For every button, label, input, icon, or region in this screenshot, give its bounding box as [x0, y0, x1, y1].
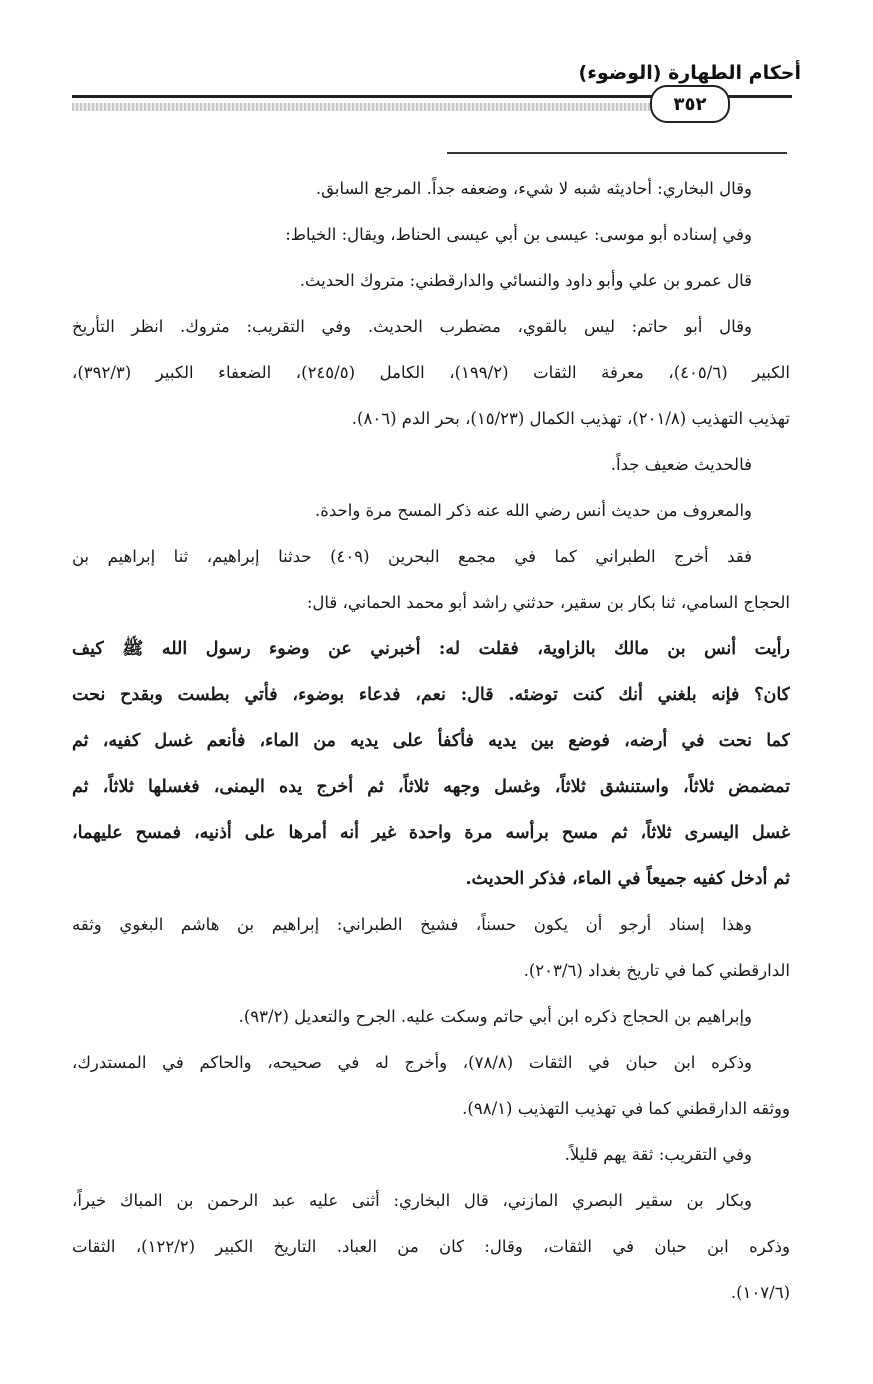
- text-line: وذكره ابن حبان في الثقات، وقال: كان من العباد. التاريخ الكبير (١٢٢/٢)، الثقات: [72, 1237, 790, 1256]
- text-line: وقال البخاري: أحاديثه شبه لا شيء، وضعفه جداً. المرجع السابق.: [315, 179, 752, 198]
- text-line: وإبراهيم بن الحجاج ذكره ابن أبي حاتم وسكت عليه. الجرح والتعديل (٩٣/٢).: [238, 1007, 752, 1026]
- text-line: الدارقطني كما في تاريخ بغداد (٢٠٣/٦).: [523, 961, 790, 980]
- text-line: وفي إسناده أبو موسى: عيسى بن أبي عيسى الحناط، ويقال: الخياط:: [285, 225, 752, 244]
- header-decorative-band: [72, 103, 652, 111]
- text-line: تهذيب التهذيب (٢٠١/٨)، تهذيب الكمال (١٥/٢٣)، بحر الدم (٨٠٦).: [351, 409, 790, 428]
- hadith-line: غسل اليسرى ثلاثاً، ثم مسح برأسه مرة واحدة غير أنه أمرها على أذنيه، فمسح عليهما،: [72, 823, 790, 843]
- text-line: وفي التقريب: ثقة يهم قليلاً.: [564, 1145, 752, 1164]
- hadith-line: كان؟ فإنه بلغني أنك كنت توضئه. قال: نعم، فدعاء بوضوء، فأتي بطست وبقدح نحت: [72, 685, 790, 705]
- text-line: وبكار بن سقير البصري المازني، قال البخاري: أثنى عليه عبد الرحمن بن المباك خيراً،: [72, 1191, 752, 1210]
- text-line: وقال أبو حاتم: ليس بالقوي، مضطرب الحديث. وفي التقريب: متروك. انظر التأريخ: [72, 317, 752, 336]
- text-line: فقد أخرج الطبراني كما في مجمع البحرين (٤٠٩) حدثنا إبراهيم، ثنا إبراهيم بن: [72, 547, 752, 566]
- footnote-separator: [447, 152, 787, 154]
- text-line: فالحديث ضعيف جداً.: [610, 455, 752, 474]
- hadith-line: تمضمض ثلاثاً، واستنشق ثلاثاً، وغسل وجهه ثلاثاً، ثم أخرج يده اليمنى، فغسلها ثلاثاً، ثم: [72, 777, 790, 797]
- text-line: الكبير (٤٠٥/٦)، معرفة الثقات (١٩٩/٢)، الكامل (٢٤٥/٥)، الضعفاء الكبير (٣٩٢/٣)،: [72, 363, 790, 382]
- page-number: ٣٥٢: [650, 85, 730, 123]
- running-header-title: أحكام الطهارة (الوضوء): [578, 62, 801, 84]
- text-line: وهذا إسناد أرجو أن يكون حسناً، فشيخ الطبراني: إبراهيم بن هاشم البغوي وثقه: [72, 915, 752, 934]
- text-line: ووثقه الدارقطني كما في تهذيب التهذيب (٩٨/١).: [462, 1099, 790, 1118]
- text-line: الحجاج السامي، ثنا بكار بن سقير، حدثني راشد أبو محمد الحماني، قال:: [306, 593, 790, 612]
- text-line: وذكره ابن حبان في الثقات (٧٨/٨)، وأخرج له في صحيحه، والحاكم في المستدرك،: [72, 1053, 752, 1072]
- hadith-line: ثم أدخل كفيه جميعاً في الماء، فذكر الحديث.: [465, 869, 790, 889]
- text-line: قال عمرو بن علي وأبو داود والنسائي والدارقطني: متروك الحديث.: [299, 271, 752, 290]
- text-line: (١٠٧/٦).: [730, 1283, 790, 1302]
- page-body: [72, 172, 790, 1322]
- hadith-line: رأيت أنس بن مالك بالزاوية، فقلت له: أخبرني عن وضوء رسول الله ﷺ كيف: [72, 639, 790, 659]
- hadith-line: كما نحت في أرضه، فوضع بين يديه فأكفأ على يديه من الماء، فأنعم غسل كفيه، ثم: [72, 731, 790, 751]
- text-line: والمعروف من حديث أنس رضي الله عنه ذكر المسح مرة واحدة.: [314, 501, 752, 520]
